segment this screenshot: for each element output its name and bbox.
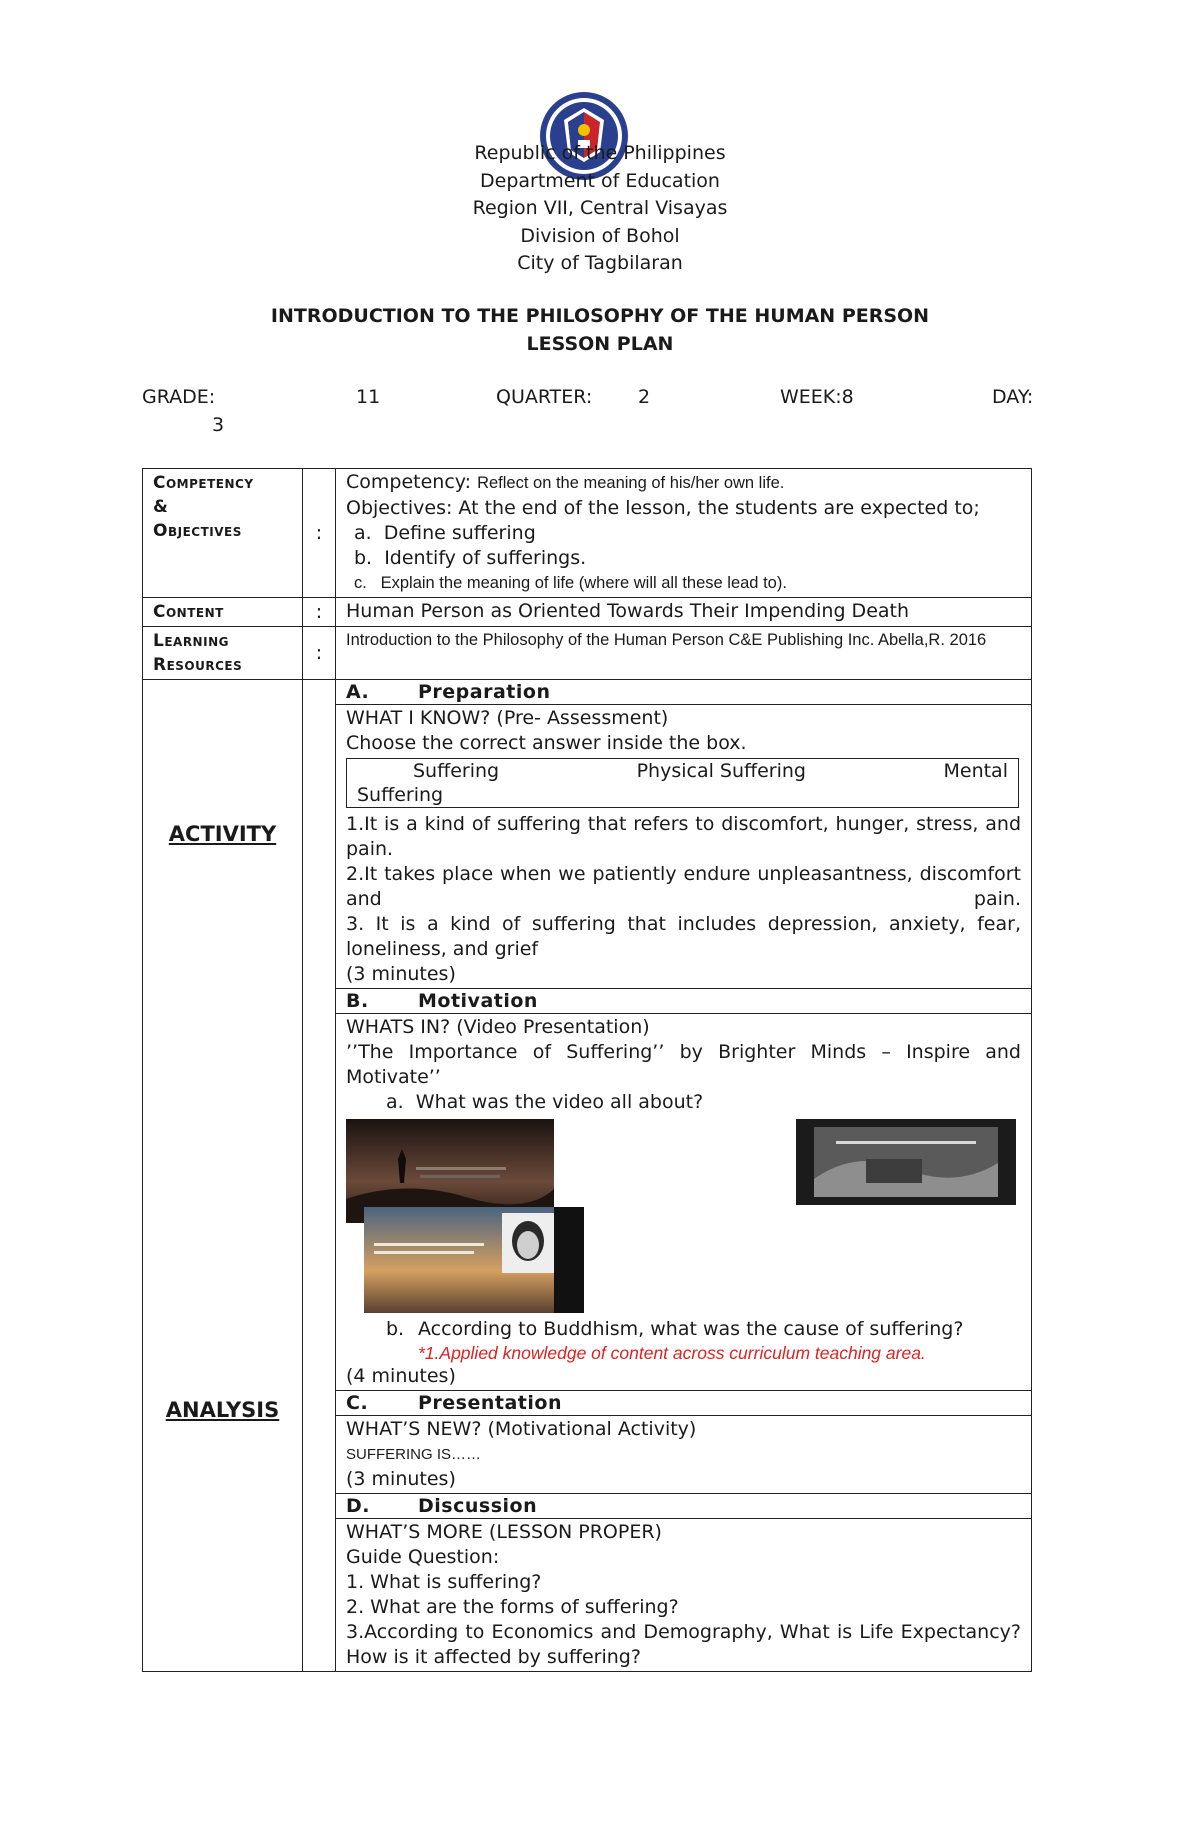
header-line: Region VII, Central Visayas — [472, 197, 728, 219]
colon: : — [303, 469, 336, 598]
competency-content — [336, 469, 1032, 598]
week-label: WEEK:8 — [780, 386, 854, 408]
activity-prompt: SUFFERING IS…… — [346, 1446, 482, 1463]
objective-item — [346, 521, 1021, 546]
spacer-cell — [303, 680, 336, 989]
motivation-heading — [336, 989, 1032, 1014]
title-line-2: LESSON PLAN — [526, 333, 674, 355]
label-line: Competency — [153, 473, 254, 493]
grade-value: 11 — [356, 386, 381, 408]
header-line: Republic of the Philippines — [474, 142, 726, 164]
label-line: Resources — [153, 655, 243, 675]
choice-suffering: Suffering — [413, 760, 500, 782]
section-title: Motivation — [418, 990, 538, 1012]
section-title: Discussion — [418, 1495, 538, 1517]
choice-mental-suffering: Suffering — [357, 784, 444, 806]
objective-mark: a. — [354, 522, 372, 544]
question-3: 3. It is a kind of suffering that includes depression, anxiety, fear, loneliness, and grief — [346, 913, 1021, 960]
objective-mark: c. — [354, 574, 367, 592]
label-line: & — [153, 497, 169, 517]
discussion-body — [336, 1519, 1032, 1672]
objective-text: Identify of sufferings. — [384, 547, 587, 569]
question-text: What was the video all about? — [415, 1091, 704, 1113]
question-text: According to Buddhism, what was the cause of suffering? — [418, 1318, 964, 1340]
document-title — [0, 302, 1200, 358]
video-stills — [346, 1115, 1021, 1317]
time-allotment: (3 minutes) — [346, 1468, 456, 1490]
choices-box — [346, 758, 1019, 808]
spacer-cell — [303, 989, 336, 1672]
quarter-label: QUARTER: — [496, 386, 593, 408]
choice-mental: Mental — [943, 760, 1008, 782]
analysis-cell — [143, 989, 303, 1672]
motivation-body — [336, 1014, 1032, 1391]
quarter-value: 2 — [638, 386, 651, 408]
whats-more-title: WHAT’S MORE (LESSON PROPER) — [346, 1521, 662, 1543]
video-still-portrait — [364, 1207, 584, 1313]
motivation-heading-row — [143, 989, 1032, 1014]
section-letter: D. — [346, 1495, 370, 1517]
section-title: Presentation — [418, 1392, 562, 1414]
presentation-heading — [336, 1391, 1032, 1416]
choice-physical-suffering: Physical Suffering — [636, 760, 806, 782]
grade-label: GRADE: — [142, 386, 216, 408]
question-b — [346, 1317, 1021, 1342]
section-title: Preparation — [418, 681, 551, 703]
header-line: Division of Bohol — [520, 224, 680, 247]
lesson-plan-table — [142, 468, 1032, 1672]
agency-header — [0, 140, 1200, 278]
curriculum-note: *1.Applied knowledge of content across curriculum teaching area. — [418, 1343, 926, 1363]
label-line: Objectives — [153, 521, 242, 541]
competency-prefix: Competency: — [346, 471, 478, 493]
discussion-heading — [336, 1494, 1032, 1519]
competency-row — [143, 469, 1032, 598]
guide-question-label: Guide Question: — [346, 1546, 500, 1568]
label-line: Learning — [153, 631, 229, 651]
objective-text: Define suffering — [383, 522, 536, 544]
question-1: 1.It is a kind of suffering that refers to discomfort, hunger, stress, and pain. — [346, 813, 1021, 860]
question-2: 2.It takes place when we patiently endure unpleasantness, discomfort and pain. — [346, 863, 1021, 910]
question-mark: a. — [386, 1091, 404, 1113]
instruction-text: Choose the correct answer inside the box. — [346, 732, 747, 754]
objective-item — [346, 546, 1021, 571]
preparation-heading-row — [143, 680, 1032, 705]
time-allotment: (4 minutes) — [346, 1365, 456, 1387]
video-still-clouds — [796, 1119, 1016, 1205]
objective-mark: b. — [354, 547, 373, 569]
content-label: Content — [143, 598, 303, 627]
day-value: 3 — [212, 414, 225, 436]
analysis-label: ANALYSIS — [165, 1397, 280, 1422]
competency-label — [143, 469, 303, 598]
section-letter: A. — [346, 681, 370, 703]
activity-label: ACTIVITY — [168, 822, 277, 847]
title-line-1: INTRODUCTION TO THE PHILOSOPHY OF THE HUMAN PERSON — [270, 305, 930, 327]
objectives-intro: Objectives: At the end of the lesson, the students are expected to; — [346, 497, 980, 519]
presentation-body — [336, 1416, 1032, 1494]
section-letter: C. — [346, 1392, 369, 1414]
header-line: City of Tagbilaran — [517, 252, 683, 274]
time-allotment: (3 minutes) — [346, 963, 456, 985]
guide-question-2: 2. What are the forms of suffering? — [346, 1596, 679, 1618]
header-line: Department of Education — [480, 169, 720, 192]
section-letter: B. — [346, 990, 369, 1012]
whats-new-title: WHAT’S NEW? (Motivational Activity) — [346, 1418, 697, 1440]
day-label: DAY: — [992, 386, 1034, 408]
preparation-body — [336, 705, 1032, 989]
content-row — [143, 598, 1032, 627]
question-a — [346, 1090, 1021, 1115]
objective-item — [346, 571, 1021, 596]
activity-cell — [143, 680, 303, 989]
competency-text: Reflect on the meaning of his/her own life. — [477, 474, 785, 492]
resources-text: Introduction to the Philosophy of the Human Person C&E Publishing Inc. Abella,R. 2016 — [336, 627, 1032, 680]
guide-question-1: 1. What is suffering? — [346, 1571, 542, 1593]
colon: : — [303, 627, 336, 680]
choices-row — [357, 759, 1008, 783]
whats-in-title: WHATS IN? (Video Presentation) — [346, 1016, 650, 1038]
preparation-heading — [336, 680, 1032, 705]
colon: : — [303, 598, 336, 627]
guide-question-3: 3.According to Economics and Demography, What is Life Expectancy? How is it affected by suffering? — [346, 1621, 1021, 1668]
question-mark: b. — [386, 1318, 405, 1340]
resources-label — [143, 627, 303, 680]
pre-assessment-title: WHAT I KNOW? (Pre- Assessment) — [346, 707, 669, 729]
content-text: Human Person as Oriented Towards Their Impending Death — [336, 598, 1032, 627]
video-title: ’’The Importance of Suffering’’ by Brighter Minds – Inspire and Motivate’’ — [346, 1041, 1021, 1088]
objective-text: Explain the meaning of life (where will all these lead to). — [380, 574, 787, 592]
resources-row — [143, 627, 1032, 680]
